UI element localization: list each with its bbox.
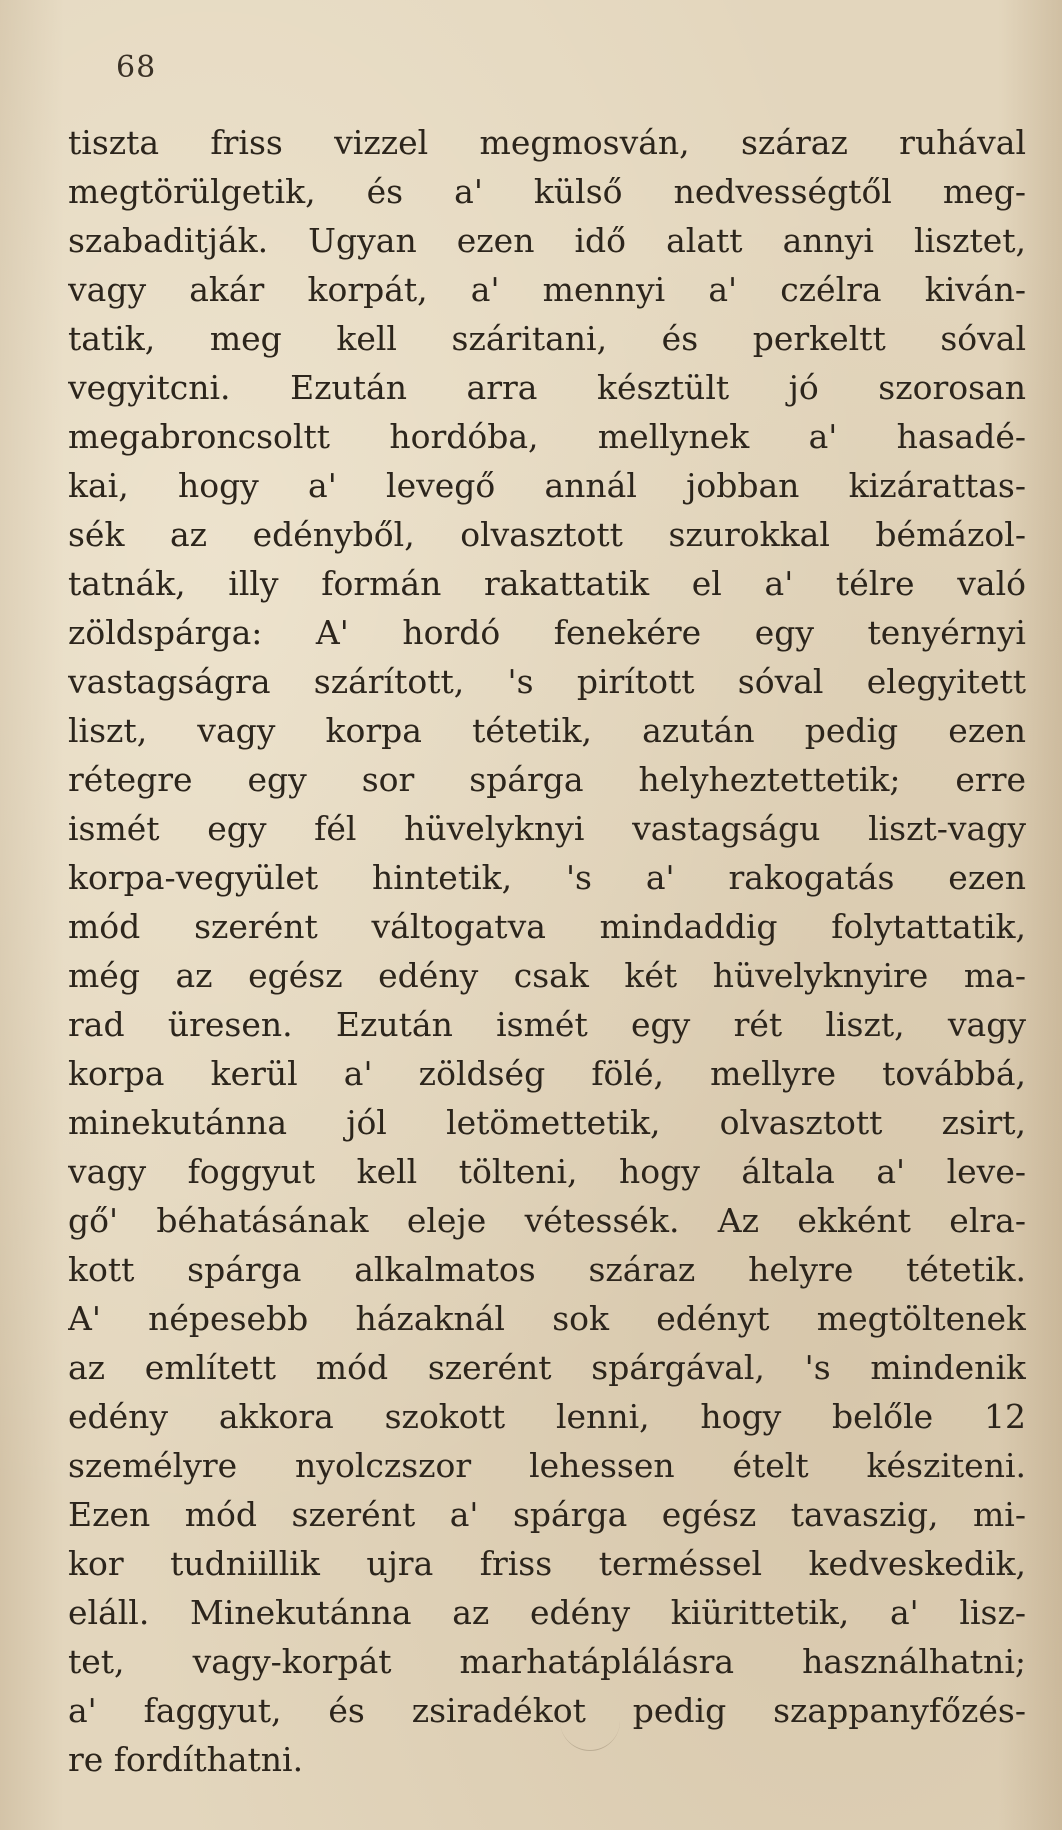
text-line: minekutánna jól letömettetik, olvasztott zsirt,: [68, 1103, 1026, 1142]
text-line: korpa-vegyület hintetik, 's a' rakogatás ezen: [68, 858, 1026, 897]
text-line: Ezen mód szerént a' spárga egész tavaszig, mi-: [68, 1495, 1026, 1534]
text-line: vagy foggyut kell tölteni, hogy általa a' leve-: [68, 1152, 1026, 1191]
text-line: vastagságra szárított, 's pirított sóval elegyitett: [68, 662, 1026, 701]
text-line: a' faggyut, és zsiradékot pedig szappanyfőzés-: [68, 1691, 1026, 1730]
text-line: tatnák, illy formán rakattatik el a' télre való: [68, 564, 1026, 603]
text-line: kor tudniillik ujra friss terméssel kedveskedik,: [68, 1544, 1026, 1583]
text-line: gő' béhatásának eleje vétessék. Az ekként elra-: [68, 1201, 1026, 1240]
text-line: kott spárga alkalmatos száraz helyre tétetik.: [68, 1250, 1026, 1289]
text-line: mód szerént váltogatva mindaddig folytattatik,: [68, 907, 1026, 946]
text-line: eláll. Minekutánna az edény kiürittetik, a' lisz-: [68, 1593, 1026, 1632]
text-line: re fordíthatni.: [68, 1740, 304, 1779]
text-line: személyre nyolczszor lehessen ételt késziteni.: [68, 1446, 1026, 1485]
text-line: megabroncsoltt hordóba, mellynek a' hasadé-: [68, 417, 1026, 456]
text-line: A' népesebb házaknál sok edényt megtöltenek: [68, 1299, 1026, 1338]
text-line: edény akkora szokott lenni, hogy belőle 12: [68, 1397, 1026, 1436]
page-number: 68: [116, 50, 157, 85]
text-line: vagy akár korpát, a' mennyi a' czélra kiván-: [68, 270, 1026, 309]
body-text: [68, 118, 1026, 1784]
text-line: liszt, vagy korpa tétetik, azután pedig ezen: [68, 711, 1026, 750]
text-line: szabaditják. Ugyan ezen idő alatt annyi lisztet,: [68, 221, 1026, 260]
text-line: még az egész edény csak két hüvelyknyire ma-: [68, 956, 1026, 995]
text-line: rad üresen. Ezután ismét egy rét liszt, vagy: [68, 1005, 1026, 1044]
text-line: tatik, meg kell száritani, és perkeltt sóval: [68, 319, 1026, 358]
text-line: kai, hogy a' levegő annál jobban kizárattas-: [68, 466, 1026, 505]
text-line: sék az edényből, olvasztott szurokkal bémázol-: [68, 515, 1026, 554]
text-line: zöldspárga: A' hordó fenekére egy tenyérnyi: [68, 613, 1026, 652]
text-line: korpa kerül a' zöldség fölé, mellyre továbbá,: [68, 1054, 1026, 1093]
text-line: tiszta friss vizzel megmosván, száraz ruhával: [68, 123, 1026, 162]
text-line: ismét egy fél hüvelyknyi vastagságu liszt-vagy: [68, 809, 1026, 848]
text-line: az említett mód szerént spárgával, 's mindenik: [68, 1348, 1026, 1387]
text-line: megtörülgetik, és a' külső nedvességtől meg-: [68, 172, 1026, 211]
text-line: rétegre egy sor spárga helyheztettetik; erre: [68, 760, 1026, 799]
text-line: vegyitcni. Ezután arra késztült jó szorosan: [68, 368, 1026, 407]
text-line: tet, vagy-korpát marhatáplálásra használhatni;: [68, 1642, 1026, 1681]
